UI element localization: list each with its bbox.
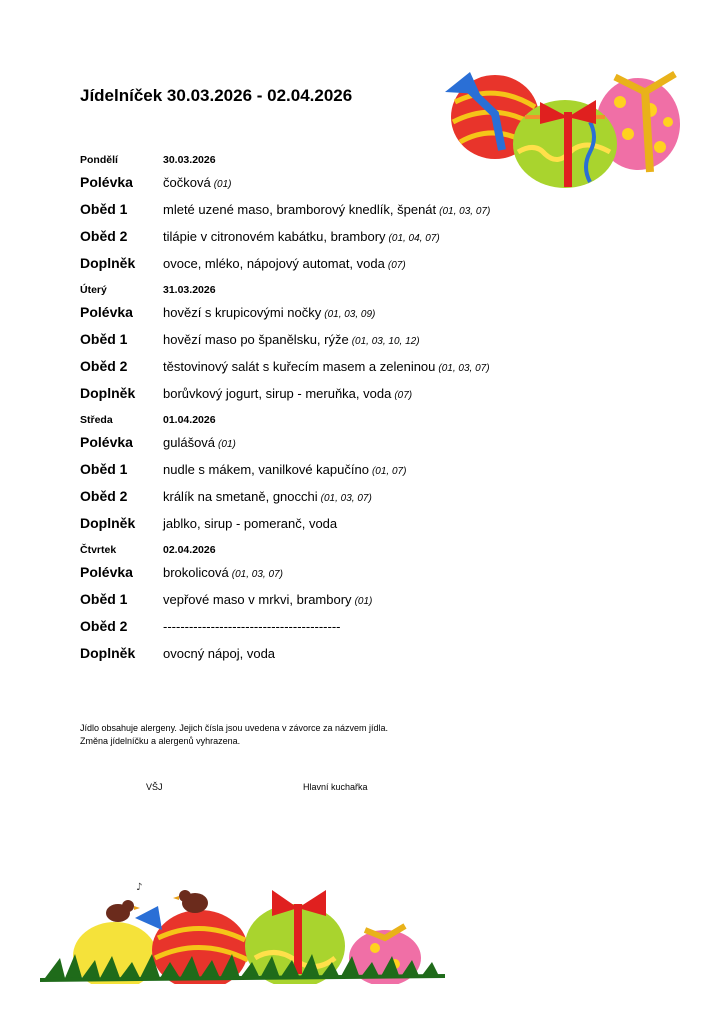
page-title: Jídelníček 30.03.2026 - 02.04.2026 [80, 86, 353, 105]
meal-row [80, 354, 700, 381]
meal-label: Polévka [80, 174, 133, 190]
meal-row [80, 381, 700, 408]
day-date: 30.03.2026 [163, 154, 216, 166]
allergens: (01, 03, 07) [438, 363, 490, 374]
meal-label: Doplněk [80, 385, 136, 401]
meal-label: Doplněk [80, 645, 136, 661]
day-name: Čtvrtek [80, 544, 117, 556]
meal-dish: jablko, sirup - pomeranč, voda [163, 516, 338, 531]
meal-row [80, 170, 700, 197]
meal-row [80, 197, 700, 224]
meal-dish: ovoce, mléko, nápojový automat, voda (07) [163, 256, 406, 271]
menu-table [80, 148, 700, 668]
meal-row [80, 457, 700, 484]
note-line: Jídlo obsahuje alergeny. Jejich čísla jsou uvedena v závorce za názvem jídla. [80, 723, 389, 733]
meal-row [80, 560, 700, 587]
allergens: (01) [218, 439, 236, 450]
meal-dish: těstovinový salát s kuřecím masem a zeleninou (01, 03, 07) [163, 359, 490, 374]
day-date: 01.04.2026 [163, 414, 216, 426]
allergens: (01, 03, 07) [439, 206, 491, 217]
meal-row [80, 327, 700, 354]
meal-label: Oběd 2 [80, 228, 128, 244]
meal-label: Oběd 2 [80, 358, 128, 374]
day-date: 31.03.2026 [163, 284, 216, 296]
allergen-note [80, 722, 388, 748]
meal-dish: hovězí s krupicovými nočky (01, 03, 09) [163, 305, 376, 320]
day-name: Středa [80, 414, 113, 426]
allergens: (01, 03, 10, 12) [351, 336, 420, 347]
meal-row [80, 484, 700, 511]
day-name: Pondělí [80, 154, 118, 166]
meal-dish: brokolicová (01, 03, 07) [163, 565, 283, 580]
meal-dish: nudle s mákem, vanilkové kapučíno (01, 07) [163, 462, 407, 477]
meal-dish: borůvkový jogurt, sirup - meruňka, voda (07) [163, 386, 413, 401]
meal-dish: králík na smetaně, gnocchi (01, 03, 07) [163, 489, 372, 504]
meal-row [80, 614, 700, 641]
meal-label: Oběd 1 [80, 331, 128, 347]
allergens: (01, 03, 07) [320, 493, 372, 504]
meal-dish: ovocný nápoj, voda [163, 646, 276, 661]
signature-vsj: VŠJ [146, 782, 163, 792]
meal-label: Doplněk [80, 255, 136, 271]
allergens: (01, 03, 09) [324, 309, 376, 320]
meal-dish: tilápie v citronovém kabátku, brambory (01, 04, 07) [163, 229, 440, 244]
meal-row [80, 641, 700, 668]
meal-dish: mleté uzené maso, bramborový knedlík, špenát (01, 03, 07) [163, 202, 491, 217]
meal-dish: čočková (01) [163, 175, 232, 190]
meal-dish: hovězí maso po španělsku, rýže (01, 03, 10, 12) [163, 332, 420, 347]
meal-label: Oběd 1 [80, 591, 128, 607]
day-row [80, 408, 700, 430]
meal-label: Polévka [80, 304, 133, 320]
meal-label: Polévka [80, 564, 133, 580]
meal-dish: vepřové maso v mrkvi, brambory (01) [163, 592, 373, 607]
meal-label: Doplněk [80, 515, 136, 531]
allergens: (01) [213, 179, 232, 190]
meal-row [80, 511, 700, 538]
meal-dish: gulášová (01) [163, 435, 236, 450]
meal-label: Oběd 1 [80, 201, 128, 217]
allergens: (07) [394, 390, 413, 401]
meal-label: Oběd 2 [80, 488, 128, 504]
day-row [80, 278, 700, 300]
allergens: (07) [387, 260, 406, 271]
meal-row [80, 300, 700, 327]
meal-row [80, 587, 700, 614]
meal-label: Oběd 1 [80, 461, 128, 477]
svg-text:♪: ♪ [136, 882, 143, 893]
meal-label: Polévka [80, 434, 133, 450]
signature-head-cook: Hlavní kuchařka [303, 782, 368, 792]
meal-dish: ----------------------------------------- [163, 619, 341, 634]
meal-row [80, 251, 700, 278]
meal-row [80, 224, 700, 251]
allergens: (01, 03, 07) [231, 569, 283, 580]
note-line: Změna jídelníčku a alergenů vyhrazena. [80, 736, 241, 746]
day-name: Úterý [80, 284, 107, 296]
allergens: (01, 04, 07) [388, 233, 440, 244]
meal-row [80, 430, 700, 457]
allergens: (01) [354, 596, 373, 607]
day-date: 02.04.2026 [163, 544, 216, 556]
meal-label: Oběd 2 [80, 618, 128, 634]
allergens: (01, 07) [371, 466, 407, 477]
day-row [80, 538, 700, 560]
easter-eggs-grass-image [40, 878, 450, 984]
day-row [80, 148, 700, 170]
